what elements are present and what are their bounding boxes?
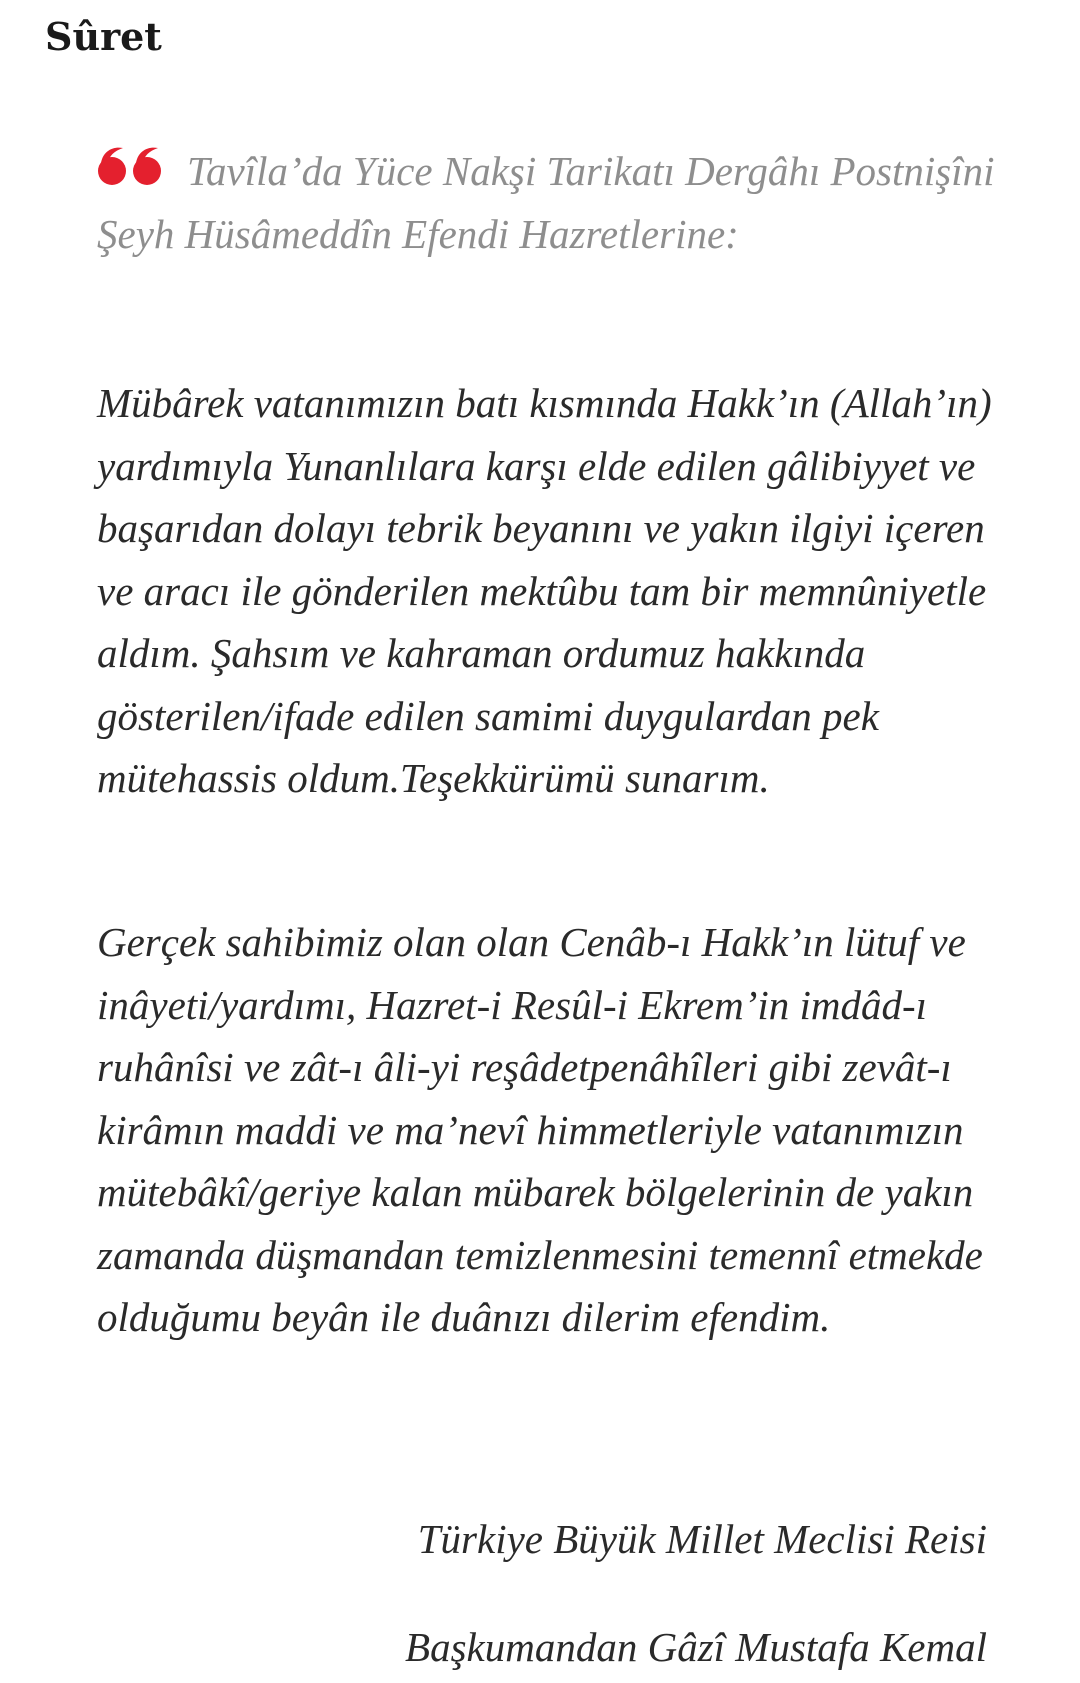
- quote-marks-icon: [97, 142, 165, 205]
- signature-name: Başkumandan Gâzî Mustafa Kemal: [405, 1624, 987, 1670]
- letter-paragraph-1: Mübârek vatanımızın batı kısmında Hakk’ın (Allah’ın) yardımıyla Yunanlılara karşı elde edilen gâlibiyyet ve başarıdan dolayı tebrik beyanını ve yakın ilgiyi içeren ve aracı ile gönderilen mektûbu tam bir memnûniyetle aldım. Şahsım ve kahraman ordumuz hakkında gösterilen/ifade edilen samimi duygulardan pek mütehassis oldum.Teşekkürümü sunarım.: [97, 380, 992, 801]
- letter-paragraph-2: Gerçek sahibimiz olan olan Cenâb-ı Hakk’ın lütuf ve inâyeti/yardımı, Hazret-i Resûl-i Ekrem’in imdâd-ı ruhânîsi ve zât-ı âli-yi reşâdetpenâhîleri gibi zevât-ı kirâmın maddi ve ma’nevî himmetleriyle vatanımızın mütebâkî/geriye kalan mübarek bölgelerinin de yakın zamanda düşmandan temizlenmesini temennî etmekde olduğumu beyân ile duânızı dilerim efendim.: [97, 919, 983, 1340]
- salutation: [97, 140, 997, 266]
- salutation-text: Tavîla’da Yüce Nakşi Tarikatı Dergâhı Postnişîni Şeyh Hüsâmeddîn Efendi Hazretlerine:: [97, 148, 995, 257]
- page-title: Sûret: [45, 14, 162, 59]
- signature-title: Türkiye Büyük Millet Meclisi Reisi: [417, 1516, 987, 1562]
